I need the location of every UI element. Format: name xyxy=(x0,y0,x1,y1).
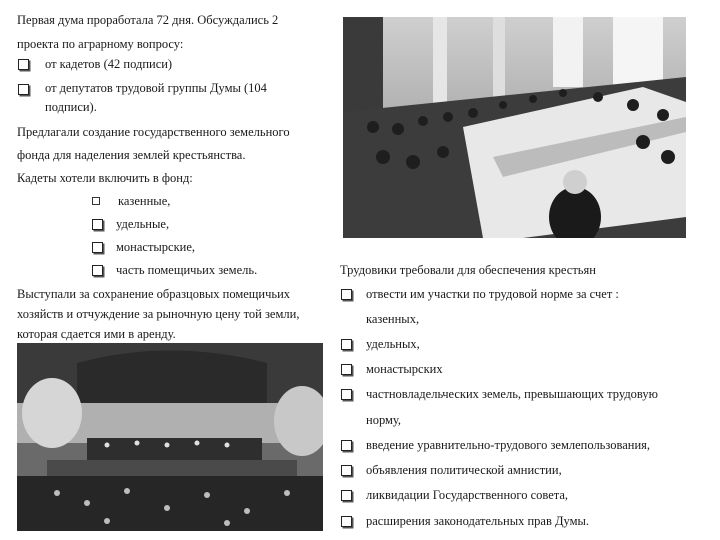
demand-item: объявления политической амнистии, xyxy=(366,463,562,477)
square-bullet-icon xyxy=(92,242,103,253)
square-bullet-icon xyxy=(341,490,352,501)
demand-item-cont: казенных, xyxy=(366,312,420,326)
fund-item: монастырские, xyxy=(116,240,196,254)
square-bullet-icon xyxy=(18,59,29,70)
project-item-kadets: от кадетов (42 подписи) xyxy=(45,57,173,71)
intro-line-2: проекта по аграрному вопросу: xyxy=(17,37,184,51)
square-bullet-icon xyxy=(341,389,352,400)
square-bullet-icon xyxy=(18,84,29,95)
demand-item: удельных, xyxy=(366,337,420,351)
square-bullet-icon xyxy=(341,339,352,350)
fund-line-1: Предлагали создание государственного земельного xyxy=(17,125,290,139)
trudoviki-heading: Трудовики требовали для обеспечения крестьян xyxy=(340,263,596,277)
project-item-trudoviki-cont: подписи). xyxy=(45,100,97,114)
fund-item: удельные, xyxy=(116,217,170,231)
demand-item: монастырских xyxy=(366,362,443,376)
fund-line-2: фонда для наделения землей крестьянства. xyxy=(17,148,246,162)
project-item-trudoviki: от депутатов трудовой группы Думы (104 xyxy=(45,81,267,95)
duma-session-photo-art xyxy=(343,17,686,238)
intro-line-1: Первая дума проработала 72 дня. Обсуждались 2 xyxy=(17,13,279,27)
fund-item: часть помещичьих земель. xyxy=(116,263,258,277)
duma-hall-photo-art xyxy=(17,343,323,531)
demand-item: расширения законодательных прав Думы. xyxy=(366,514,590,528)
demand-item-cont: норму, xyxy=(366,413,402,427)
fund-item: казенные, xyxy=(118,194,171,208)
square-bullet-icon xyxy=(341,440,352,451)
square-bullet-icon xyxy=(341,516,352,527)
duma-hall-photo xyxy=(17,343,323,531)
stand-line-2: хозяйств и отчуждение за рыночную цену той земли, xyxy=(17,307,300,321)
duma-session-photo xyxy=(343,17,686,238)
square-bullet-icon xyxy=(341,364,352,375)
demand-item: ликвидации Государственного совета, xyxy=(366,488,569,502)
stand-line-3: которая сдается ими в аренду. xyxy=(17,327,176,341)
kadets-heading: Кадеты хотели включить в фонд: xyxy=(17,171,193,185)
square-bullet-icon xyxy=(341,465,352,476)
square-bullet-icon xyxy=(92,265,103,276)
demand-item: введение уравнительно-трудового землепользования, xyxy=(366,438,651,452)
demand-item: отвести им участки по трудовой норме за счет : xyxy=(366,287,619,301)
stand-line-1: Выступали за сохранение образцовых помещичьих xyxy=(17,287,291,301)
square-bullet-icon xyxy=(92,219,103,230)
square-bullet-icon xyxy=(341,289,352,300)
demand-item: частновладельческих земель, превышающих трудовую xyxy=(366,387,658,401)
square-bullet-icon xyxy=(92,197,100,205)
